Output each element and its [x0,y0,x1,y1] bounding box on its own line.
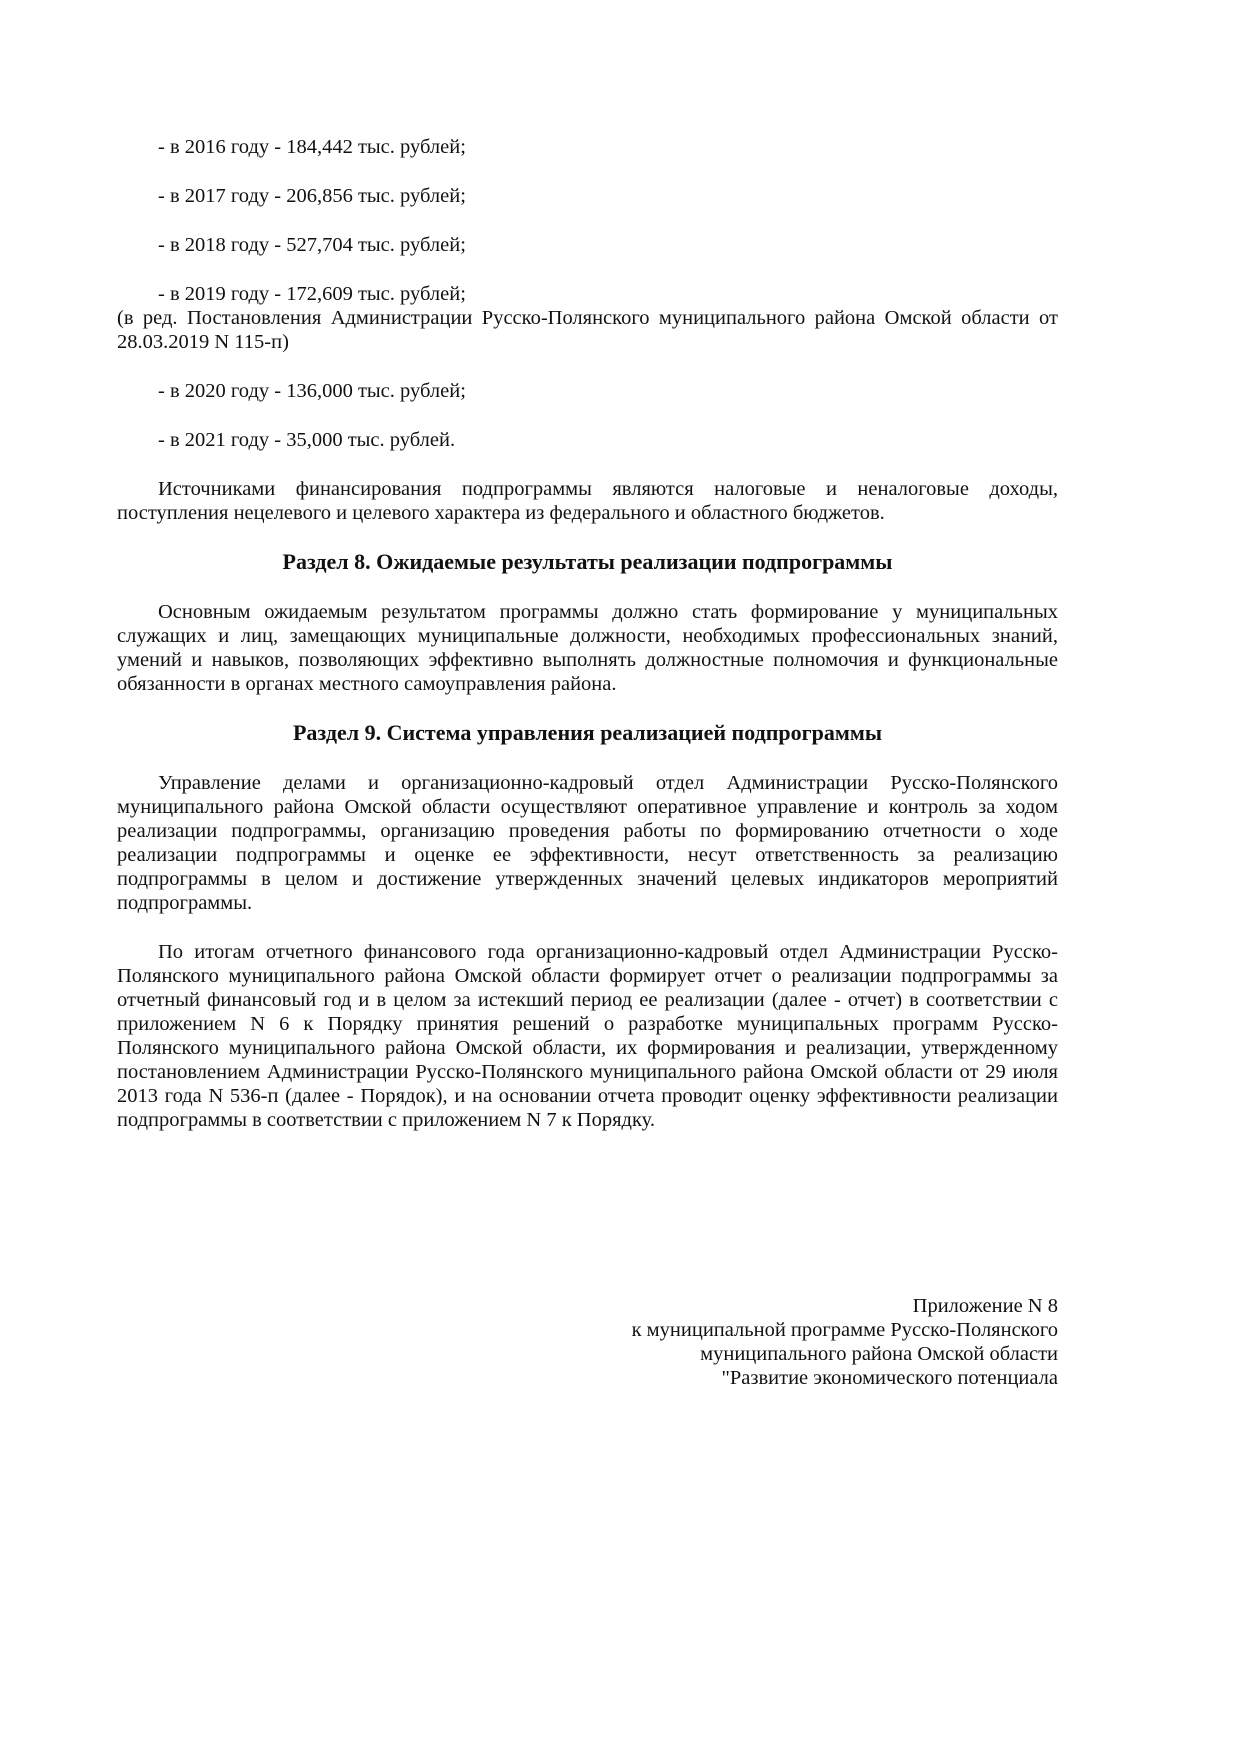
funding-item-2021: - в 2021 году - 35,000 тыс. рублей. [158,429,456,451]
section-8-heading: Раздел 8. Ожидаемые результаты реализации подпрограммы [282,549,893,574]
appendix-line-4: "Развитие экономического потенциала [721,1367,1058,1389]
funding-item-2018: - в 2018 году - 527,704 тыс. рублей; [158,234,466,256]
section-9-paragraph-2: По итогам отчетного финансового года организационно-кадровый отдел Администрации Русско-Полянского муниципального района Омской области формирует отчет о реализации подпрограммы за отчетный финансовый год и в целом за истекший период ее реализации (далее - отчет) в соответствии с приложением N 6 к Порядку принятия решений о разработке муниципальных программ Русско-Полянского муниципального района Омской области, их формирования и реализации, утвержденному постановлением Администрации Русско-Полянского муниципального района Омской области от 29 июля 2013 года N 536-п (далее - Порядок), и на основании отчета проводит оценку эффективности реализации подпрограммы в соответствии с приложением N 7 к Порядку. [117,941,1058,1131]
funding-item-2017: - в 2017 году - 206,856 тыс. рублей; [158,185,466,207]
funding-item-2019: - в 2019 году - 172,609 тыс. рублей; [158,283,466,305]
section-9-heading: Раздел 9. Система управления реализацией подпрограммы [292,720,882,745]
appendix-header [117,1294,1058,1390]
document-page [117,135,1058,1390]
appendix-line-2: к муниципальной программе Русско-Полянского [631,1319,1058,1341]
appendix-line-3: муниципального района Омской области [700,1343,1058,1365]
section-8-paragraph: Основным ожидаемым результатом программы должно стать формирование у муниципальных служащих и лиц, замещающих муниципальные должности, необходимых профессиональных знаний, умений и навыков, позволяющих эффективно выполнять должностные полномочия и функциональные обязанности в органах местного самоуправления района. [117,601,1058,695]
funding-sources-paragraph: Источниками финансирования подпрограммы являются налоговые и неналоговые доходы, поступления нецелевого и целевого характера из федерального и областного бюджетов. [117,478,1058,524]
appendix-title: Приложение N 8 [912,1295,1058,1317]
funding-item-2016: - в 2016 году - 184,442 тыс. рублей; [158,136,466,158]
amendment-note: (в ред. Постановления Администрации Русско-Полянского муниципального района Омской области от 28.03.2019 N 115-п) [117,307,1058,353]
section-9-paragraph-1: Управление делами и организационно-кадровый отдел Администрации Русско-Полянского муниципального района Омской области осуществляют оперативное управление и контроль за ходом реализации подпрограммы, организацию проведения работы по формированию отчетности о ходе реализации подпрограммы и оценке ее эффективности, несут ответственность за реализацию подпрограммы в целом и достижение утвержденных значений целевых индикаторов мероприятий подпрограммы. [117,772,1058,914]
funding-item-2020: - в 2020 году - 136,000 тыс. рублей; [158,380,466,402]
